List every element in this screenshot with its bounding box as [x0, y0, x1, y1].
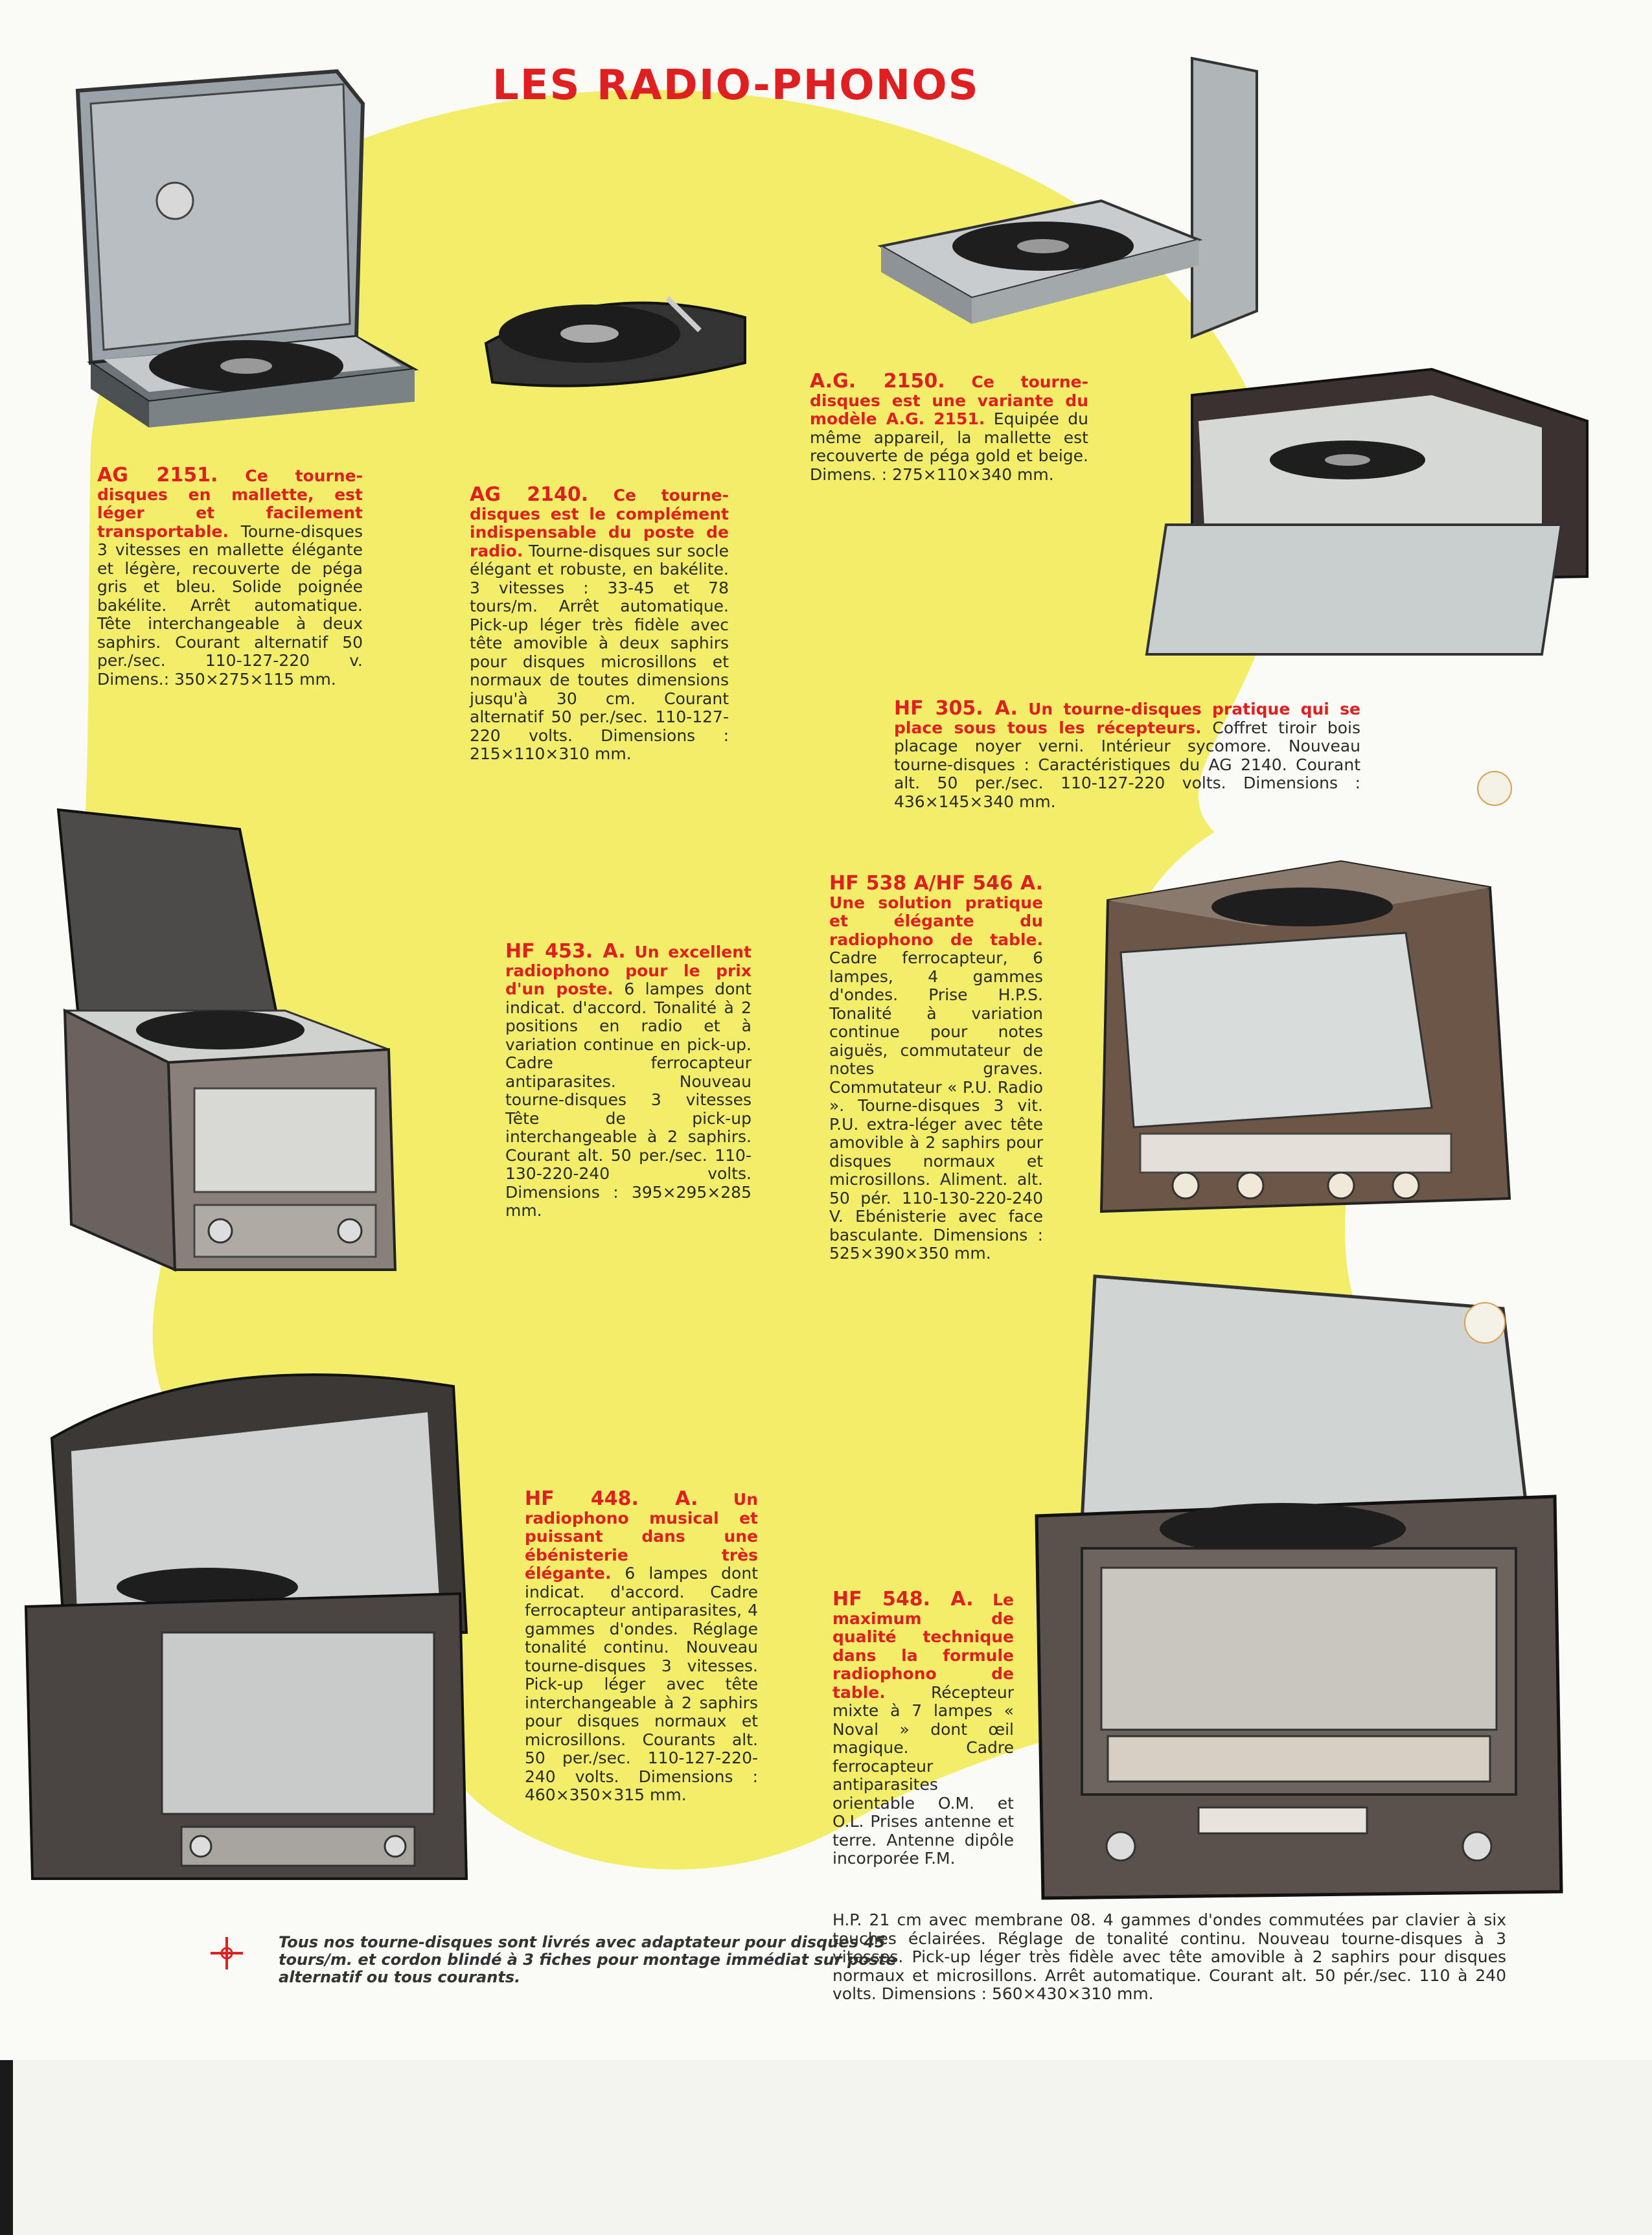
hf548-body-continued: H.P. 21 cm avec membrane 08. 4 gammes d'ondes commutées par clavier à six touches éclairées. Réglage de tonalité continu. Nouveau tourne-disques à 3 vitesses. Pick-up léger très fidèle avec tête amovible à 2 saphirs pour disques normaux et microsillons. Arrêt automatique. Courant alt. 50 pér./sec. 110 à 240 volts. Dimensions : 560×430×310 mm. [832, 1910, 1506, 2003]
hf305-illustration [1140, 363, 1594, 667]
ag2150-body: Equipée du même appareil, la mallette est recouverte de péga gold et beige. Dimens. : 275×110×340 mm. [810, 409, 1088, 484]
ag2150-description [810, 372, 1088, 484]
hf448-body: 6 lampes dont indicat. d'accord. Cadre ferrocapteur antiparasites, 4 gammes d'ondes. Réglage tonalité continu. Nouveau tourne-disques 3 vitesses. Pick-up léger avec tête interchangeable à 2 saphirs pour disques normaux et microsillons. Courants alt. 50 per./sec. 110-127-220-240 volts. Dimensions : 460×350×315 mm. [525, 1564, 758, 1804]
hf305-model: HF 305. A. [894, 697, 1018, 720]
hf538-description [829, 872, 1043, 1263]
ag2151-illustration [52, 65, 441, 428]
hf453-lead: Un excellent radiophono pour le prix d'un poste. [505, 943, 751, 998]
hf538-body: Cadre ferrocapteur, 6 lampes, 4 gammes d'ondes. Prise H.P.S. Tonalité à variation continue pour notes aiguës, commutateur de notes graves. Commutateur « P.U. Radio ». Tourne-disques 3 vit. P.U. extra-léger avec tête amovible à 2 saphirs pour disques normaux et microsillons. Aliment. alt. 50 pér. 110-130-220-240 V. Ebénisterie avec face basculante. Dimensions : 525×390×350 mm. [829, 948, 1043, 1263]
punch-hole-top [1477, 771, 1512, 806]
hf448-model: HF 448. A. [525, 1487, 698, 1510]
ag2151-body: Tourne-disques 3 vitesses en mallette élégante et légère, recouverte de péga gris et bleu. Solide poignée bakélite. Arrêt automatique. Tête interchangeable à deux saphirs. Courant alternatif 50 per./sec. 110-127-220 v. Dimens.: 350×275×115 mm. [97, 522, 363, 689]
hf453-body: 6 lampes dont indicat. d'accord. Tonalité à 2 positions en radio et à variation continue en pick-up. Cadre ferrocapteur antiparasites. Nouveau tourne-disques 3 vitesses Tête de pick-up interchangeable à 2 saphirs. Courant alt. 50 per./sec. 110-130-220-240 volts. Dimensions : 395×295×285 mm. [505, 980, 752, 1220]
page-title: LES RADIO-PHONOS [492, 62, 980, 109]
ag2151-description [97, 466, 363, 689]
ag2151-lead: Ce tourne-disques en mallette, est léger et facilement transportable. [97, 466, 363, 541]
hf453-description [505, 940, 752, 1221]
hf448-illustration [13, 1347, 479, 1892]
cross-star-icon [207, 1934, 246, 1973]
hf305-description [894, 697, 1360, 811]
hf453-model: HF 453. A. [505, 940, 626, 963]
hf448-lead: Un radiophono musical et puissant dans une ébénisterie très élégante. [525, 1490, 758, 1583]
page-edge-rule [0, 2060, 13, 2235]
hf548-model: HF 548. A. [832, 1588, 974, 1610]
ag2151-model: AG 2151. [97, 464, 218, 487]
hf538-lead: Une solution pratique et élégante du radiophono de table. [829, 893, 1043, 949]
hf548-description [832, 1590, 1014, 1868]
ag2150-lead: Ce tourne-disques est une variante du modèle A.G. 2151. [810, 372, 1088, 428]
hf448-description [525, 1487, 758, 1805]
ag2140-body: Tourne-disques sur socle élégant et robuste, en bakélite. 3 vitesses : 33-45 et 78 tours/m. Arrêt automatique. Pick-up léger très fidèle avec tête amovible à deux saphirs pour disques microsillons et normaux de toutes dimensions jusqu'à 30 cm. Courant alternatif 50 per./sec. 110-127-220 volts. Dimensions : 215×110×310 mm. [470, 541, 729, 763]
footnote: Tous nos tourne-disques sont livrés avec adaptateur pour disques 45 tours/m. et cordon blindé à 3 fiches pour montage immédiat sur poste alternatif ou tous courants. [279, 1933, 897, 1986]
ag2140-model: AG 2140. [470, 483, 589, 506]
ag2140-lead: Ce tourne-disques est le complément indispensable du poste de radio. [470, 486, 729, 560]
hf538-illustration [1069, 849, 1522, 1224]
hf548-lead: Le maximum de qualité technique dans la formule radiophono de table. [832, 1590, 1014, 1702]
page-bottom-margin [0, 2060, 1652, 2235]
ag2140-illustration [473, 266, 758, 408]
hf538-model: HF 538 A/HF 546 A. [829, 872, 1043, 895]
hf548-body: Récepteur mixte à 7 lampes « Noval » dont œil magique. Cadre ferrocapteur antiparasites orientable O.M. et O.L. Prises antenne et terre. Antenne dipôle incorporée F.M. [832, 1682, 1014, 1868]
ag2150-illustration [875, 52, 1276, 363]
hf305-body: Coffret tiroir bois placage noyer verni. Intérieur sycomore. Nouveau tourne-disques : Caractéristiques du AG 2140. Courant alt. 50 per./sec. 110-127-220 volts. Dimensions : 436×145×340 mm. [894, 718, 1360, 811]
hf453-illustration [39, 803, 428, 1283]
ag2150-model: A.G. 2150. [810, 370, 945, 393]
hf548-illustration [1024, 1270, 1581, 1905]
punch-hole-bottom [1464, 1302, 1506, 1344]
hf305-lead: Un tourne-disques pratique qui se place sous tous les récepteurs. [894, 700, 1360, 737]
ag2140-description [470, 483, 729, 764]
